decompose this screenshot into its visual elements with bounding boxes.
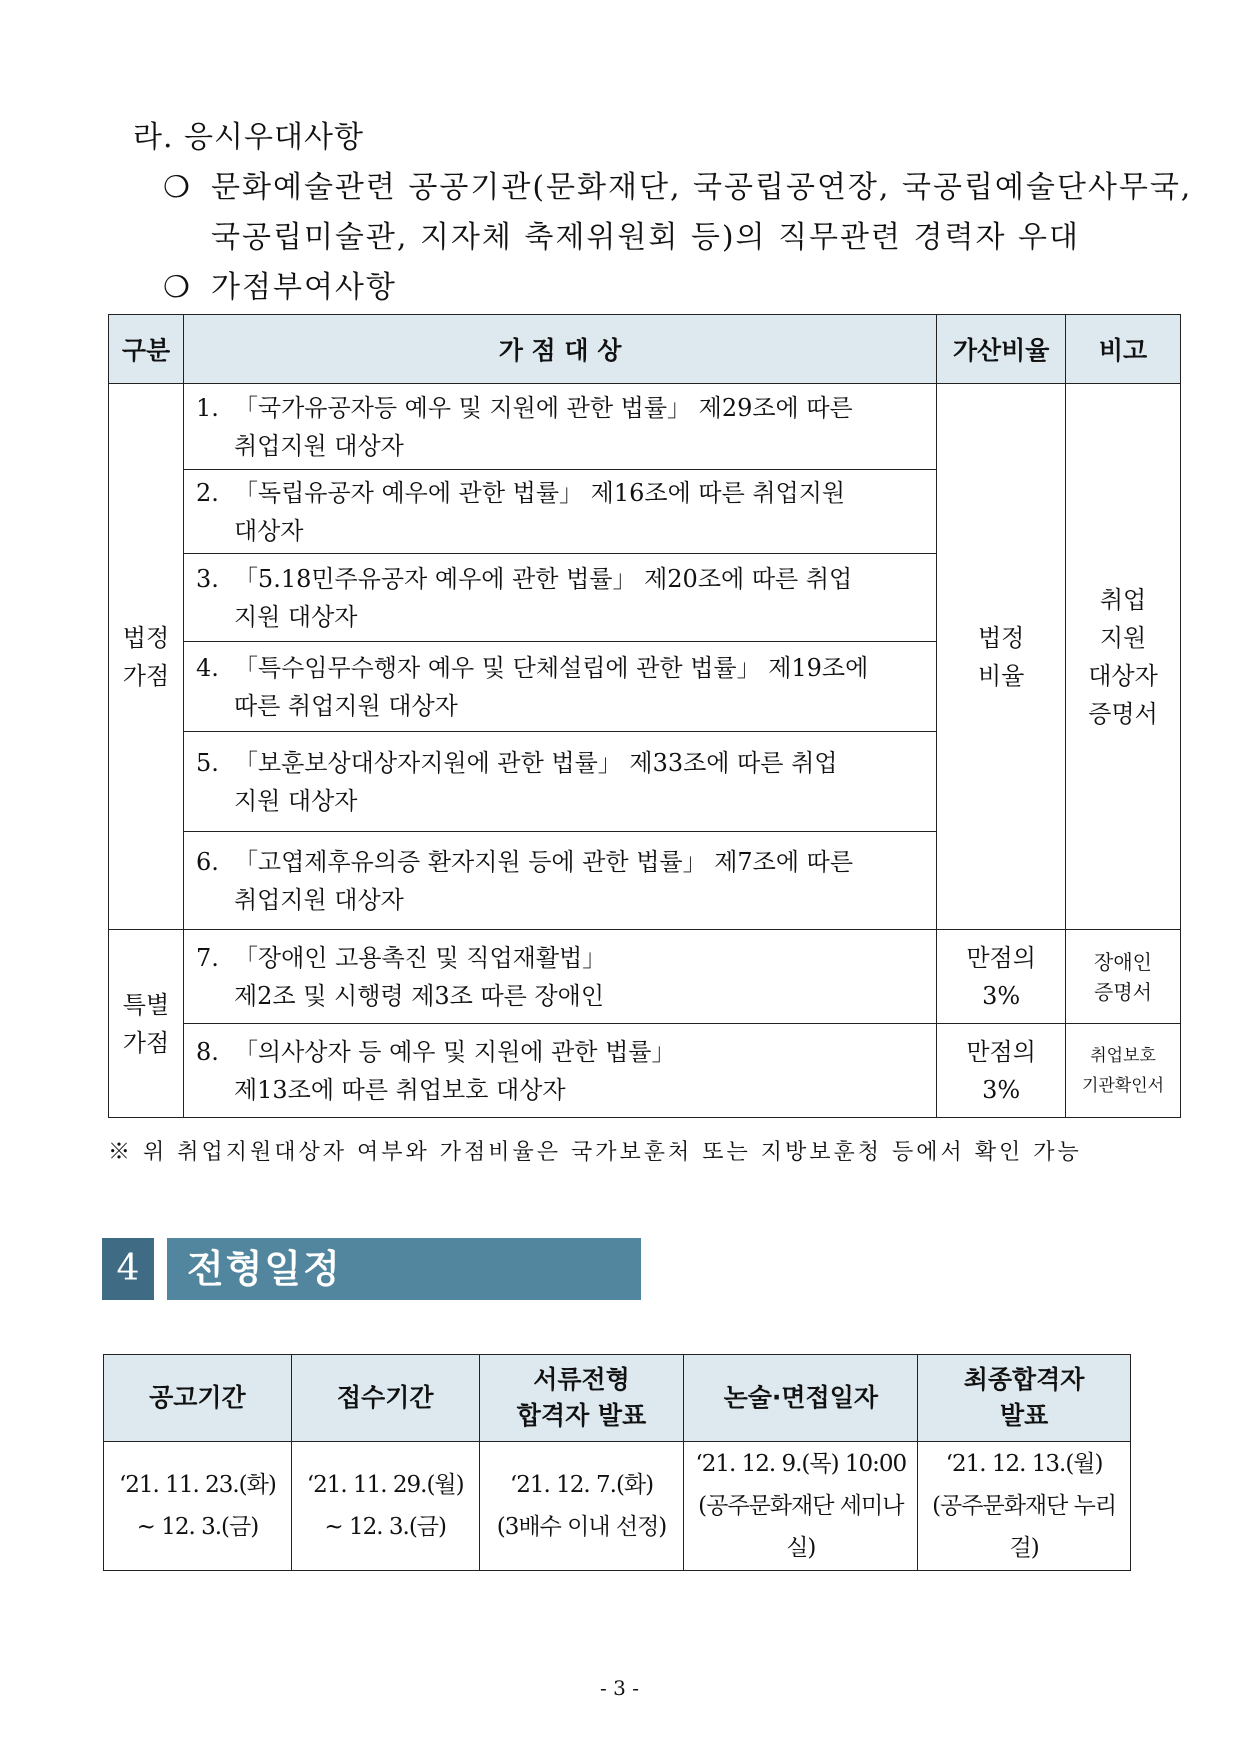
item-8: 8. 「의사상자 등 예우 및 지원에 관한 법률」 제13조에 따른 취업보호 대상자 <box>183 1024 936 1118</box>
section-title: 라. 응시우대사항 <box>133 120 364 155</box>
table-row <box>109 384 1181 470</box>
bullet-circle-icon: ❍ <box>163 170 192 205</box>
ratio-8: 만점의 3% <box>937 1024 1066 1118</box>
bullet-circle-icon: ❍ <box>163 270 192 305</box>
bullet-text-line2: 국공립미술관, 지자체 축제위원회 등)의 직무관련 경력자 우대 <box>211 220 1080 255</box>
schedule-row <box>104 1442 1131 1571</box>
bullet-text-line1: 문화예술관련 공공기관(문화재단, 국공립공연장, 국공립예술단사무국, <box>211 170 1193 205</box>
page-number: - 3 - <box>600 1676 639 1700</box>
cell-application: ‘21. 11. 29.(월) ~ 12. 3.(금) <box>291 1442 479 1571</box>
item-2: 2. 「독립유공자 예우에 관한 법률」 제16조에 따른 취업지원 대상자 <box>183 470 936 554</box>
cell-announcement: ‘21. 11. 23.(화) ~ 12. 3.(금) <box>104 1442 292 1571</box>
footnote: ※ 위 취업지원대상자 여부와 가점비율은 국가보훈처 또는 지방보훈청 등에서 확인 가능 <box>108 1140 1082 1165</box>
header-note: 비고 <box>1066 315 1181 384</box>
item-4: 4. 「특수임무수행자 예우 및 단체설립에 관한 법률」 제19조에 따른 취업지원 대상자 <box>183 642 936 732</box>
note-7: 장애인 증명서 <box>1066 930 1181 1024</box>
item-6: 6. 「고엽제후유의증 환자지원 등에 관한 법률」 제7조에 따른 취업지원 대상자 <box>183 832 936 930</box>
bullet-text: 가점부여사항 <box>211 270 397 305</box>
header-document-result: 서류전형 합격자 발표 <box>479 1355 684 1442</box>
bonus-points-table <box>108 314 1181 1118</box>
table-row <box>109 930 1181 1024</box>
header-category: 구분 <box>109 315 184 384</box>
bullet-preference <box>163 162 1192 206</box>
header-application: 접수기간 <box>291 1355 479 1442</box>
header-target: 가 점 대 상 <box>183 315 936 384</box>
table-header-row <box>109 315 1181 384</box>
item-5: 5. 「보훈보상대상자지원에 관한 법률」 제33조에 따른 취업 지원 대상자 <box>183 732 936 832</box>
item-3: 3. 「5.18민주유공자 예우에 관한 법률」 제20조에 따른 취업 지원 대상자 <box>183 554 936 642</box>
section-heading: 전형일정 <box>167 1238 641 1300</box>
table-row <box>109 1024 1181 1118</box>
bullet-preference-cont <box>163 212 1080 256</box>
note-legal: 취업 지원 대상자 증명서 <box>1066 384 1181 930</box>
category-special: 특별 가점 <box>109 930 184 1118</box>
section-number-badge: 4 <box>102 1238 154 1300</box>
schedule-header-row <box>104 1355 1131 1442</box>
ratio-legal: 법정 비율 <box>937 384 1066 930</box>
item-7: 7. 「장애인 고용촉진 및 직업재활법」 제2조 및 시행령 제3조 따른 장애인 <box>183 930 936 1024</box>
note-8: 취업보호 기관확인서 <box>1066 1024 1181 1118</box>
schedule-table <box>103 1354 1131 1571</box>
header-interview: 논술·면접일자 <box>684 1355 918 1442</box>
category-legal: 법정 가점 <box>109 384 184 930</box>
cell-final-result: ‘21. 12. 13.(월) (공주문화재단 누리걸) <box>918 1442 1131 1571</box>
item-1: 1. 「국가유공자등 예우 및 지원에 관한 법률」 제29조에 따른 취업지원 대상자 <box>183 384 936 470</box>
header-final-result: 최종합격자 발표 <box>918 1355 1131 1442</box>
bullet-bonus <box>163 262 397 306</box>
header-announcement: 공고기간 <box>104 1355 292 1442</box>
ratio-7: 만점의 3% <box>937 930 1066 1024</box>
cell-interview: ‘21. 12. 9.(목) 10:00 (공주문화재단 세미나실) <box>684 1442 918 1571</box>
cell-document-result: ‘21. 12. 7.(화) (3배수 이내 선정) <box>479 1442 684 1571</box>
header-ratio: 가산비율 <box>937 315 1066 384</box>
